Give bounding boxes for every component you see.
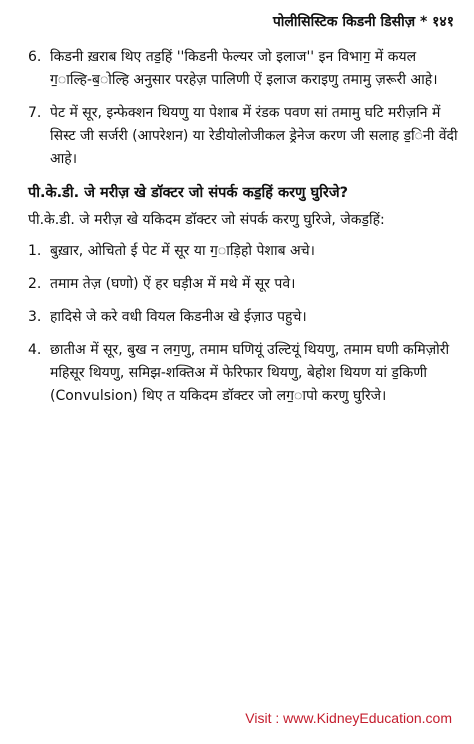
section-heading: पी.के.डी. जे मरीज़ खे डॉक्टर जो संपर्क कड॒हिं करणु घुरिजे? xyxy=(28,185,348,201)
item-number: 3. xyxy=(28,309,42,325)
website-footer-link[interactable]: Visit : www.KidneyEducation.com xyxy=(245,710,452,726)
section-intro: पी.के.डी. जे मरीज़ खे यकिदम डॉक्टर जो संपर्क करणु घुरिजे, जेकड॒हिं: xyxy=(28,212,385,228)
item-number: 2. xyxy=(28,276,42,292)
list-item xyxy=(28,240,460,263)
item-text: किडनी ख़राब थिए तड॒हिं ''किडनी फेल्यर जो इलाज'' इन विभाग॒ में कयल ग॒ाल्हि-ब॒ोल्हि अनुसार परहेज़ पालिणी ऐं इलाज कराइणु तमामु ज़रूरी आहे। xyxy=(50,49,438,88)
item-text: हादिसे जे करे वधी वियल किडनीअ खे ईज़ाउ पहुचे। xyxy=(50,309,307,325)
item-text: बुख़ार, ओचितो ई पेट में सूर या ग॒ाड़िहो पेशाब अचे। xyxy=(50,243,315,259)
item-number: 7. xyxy=(28,105,42,121)
item-number: 1. xyxy=(28,243,42,259)
list-item xyxy=(28,46,460,92)
item-text: पेट में सूर, इन्फेक्शन थियणु या पेशाब में रंडक पवण सां तमामु घटि मरीज़नि में सिस्ट जी सर्जरी (आपरेशन) या रेडीयोलोजीकल ड्रेनेज करण जी सलाह ड॒िनी वेंदी आहे। xyxy=(50,105,458,167)
page-body xyxy=(28,46,460,418)
list-item xyxy=(28,102,460,171)
list-item xyxy=(28,339,460,408)
item-text: छातीअ में सूर, बुख न लग॒णु, तमाम घणियूं उल्टियूं थियणु, तमाम घणी कमिज़ोरी महिसूर थियणु, समिझ-शक्तिअ में फेरिफार थियणु, बेहोश थियण यां ड॒किणी (Convulsion) थिए त यकिदम डॉक्टर जो लग॒ापो करणु घुरिजे। xyxy=(50,342,450,404)
running-header: पोलीसिस्टिक किडनी डिसीज़ * १४१ xyxy=(272,14,454,30)
item-text: तमाम तेज़ (घणो) ऐं हर घड़ीअ में मथे में सूर पवे। xyxy=(50,276,296,292)
item-number: 6. xyxy=(28,49,42,65)
list-item xyxy=(28,273,460,296)
item-number: 4. xyxy=(28,342,42,358)
list-item xyxy=(28,306,460,329)
